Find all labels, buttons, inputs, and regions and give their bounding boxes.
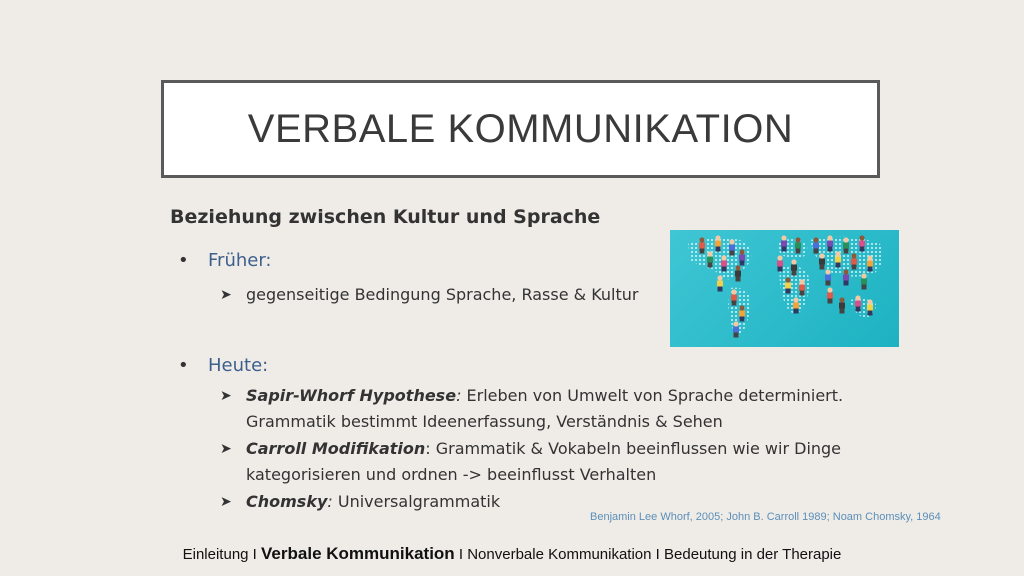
- footer-separator: I: [248, 546, 262, 563]
- reference-citation: Benjamin Lee Whorf, 2005; John B. Carroll 1989; Noam Chomsky, 1964: [590, 511, 941, 523]
- bullet-dot-icon: •: [178, 250, 189, 271]
- person-figure-icon: [843, 237, 849, 253]
- person-figure-icon: [735, 265, 741, 281]
- sapir-whorf-line2: Grammatik bestimmt Ideenerfassung, Verständnis & Sehen: [246, 412, 723, 431]
- person-figure-icon: [861, 273, 867, 289]
- person-figure-icon: [835, 251, 841, 267]
- page-title: VERBALE KOMMUNIKATION: [247, 106, 794, 151]
- person-figure-icon: [717, 275, 723, 291]
- person-figure-icon: [777, 255, 783, 271]
- person-figure-icon: [715, 235, 721, 251]
- person-figure-icon: [839, 297, 845, 313]
- bullet-frueher: [178, 250, 271, 271]
- person-figure-icon: [813, 237, 819, 253]
- frueher-item-text: gegenseitige Bedingung Sprache, Rasse & Kultur: [246, 285, 639, 304]
- person-figure-icon: [791, 259, 797, 275]
- person-figure-icon: [843, 269, 849, 285]
- person-figure-icon: [731, 289, 737, 305]
- person-figure-icon: [699, 237, 705, 253]
- bullet-heute-label: Heute:: [208, 355, 269, 376]
- heute-item-3-line-1: [246, 489, 500, 515]
- carroll-term: Carroll Modifikation: [246, 439, 426, 458]
- person-figure-icon: [739, 305, 745, 321]
- bullet-dot-icon: •: [178, 355, 189, 376]
- person-figure-icon: [707, 251, 713, 267]
- arrow-bullet-icon: ➤: [220, 287, 232, 303]
- person-figure-icon: [733, 321, 739, 337]
- person-figure-icon: [785, 277, 791, 293]
- person-figure-icon: [851, 253, 857, 269]
- person-figure-icon: [721, 255, 727, 271]
- person-figure-icon: [827, 235, 833, 251]
- sapir-whorf-sep: :: [456, 386, 462, 405]
- sapir-whorf-line1: Erleben von Umwelt von Sprache determiniert.: [461, 386, 844, 405]
- footer-item-einleitung[interactable]: Einleitung: [182, 546, 249, 563]
- arrow-bullet-icon: ➤: [220, 441, 232, 457]
- person-figure-icon: [819, 253, 825, 269]
- person-figure-icon: [795, 237, 801, 253]
- chomsky-line1: Universalgrammatik: [332, 492, 501, 511]
- sapir-whorf-term: Sapir-Whorf Hypothese: [246, 386, 457, 405]
- footer-item-verbale[interactable]: Verbale Kommunikation: [261, 544, 455, 563]
- heute-item-2-line-1: [246, 436, 841, 462]
- person-figure-icon: [867, 299, 873, 315]
- footer-item-therapie[interactable]: Bedeutung in der Therapie: [664, 546, 842, 563]
- bullet-heute: [178, 355, 268, 376]
- arrow-bullet-icon: ➤: [220, 388, 232, 404]
- bullet-frueher-label: Früher:: [208, 250, 272, 271]
- person-figure-icon: [729, 239, 735, 255]
- subtitle: Beziehung zwischen Kultur und Sprache: [170, 206, 601, 228]
- person-figure-icon: [859, 235, 865, 251]
- person-figure-icon: [827, 287, 833, 303]
- person-figure-icon: [781, 235, 787, 251]
- arrow-bullet-icon: ➤: [220, 494, 232, 510]
- footer-separator: I: [454, 546, 468, 563]
- person-figure-icon: [739, 249, 745, 265]
- person-figure-icon: [793, 297, 799, 313]
- heute-item-1-line-1: [246, 383, 843, 409]
- world-map-illustration: [670, 230, 899, 347]
- chomsky-term: Chomsky: [246, 492, 328, 511]
- carroll-line2: kategorisieren und ordnen -> beeinflusst Verhalten: [246, 465, 657, 484]
- person-figure-icon: [825, 269, 831, 285]
- person-figure-icon: [867, 255, 873, 271]
- world-map-people-icon: [670, 230, 899, 347]
- footer-navigation: [0, 544, 1024, 564]
- footer-separator: I: [651, 546, 664, 563]
- carroll-line1: : Grammatik & Vokabeln beeinflussen wie wir Dinge: [425, 439, 842, 458]
- chomsky-sep: :: [327, 492, 333, 511]
- person-figure-icon: [799, 279, 805, 295]
- footer-item-nonverbale[interactable]: Nonverbale Kommunikation: [467, 546, 652, 563]
- person-figure-icon: [855, 295, 861, 311]
- title-box: [161, 80, 880, 178]
